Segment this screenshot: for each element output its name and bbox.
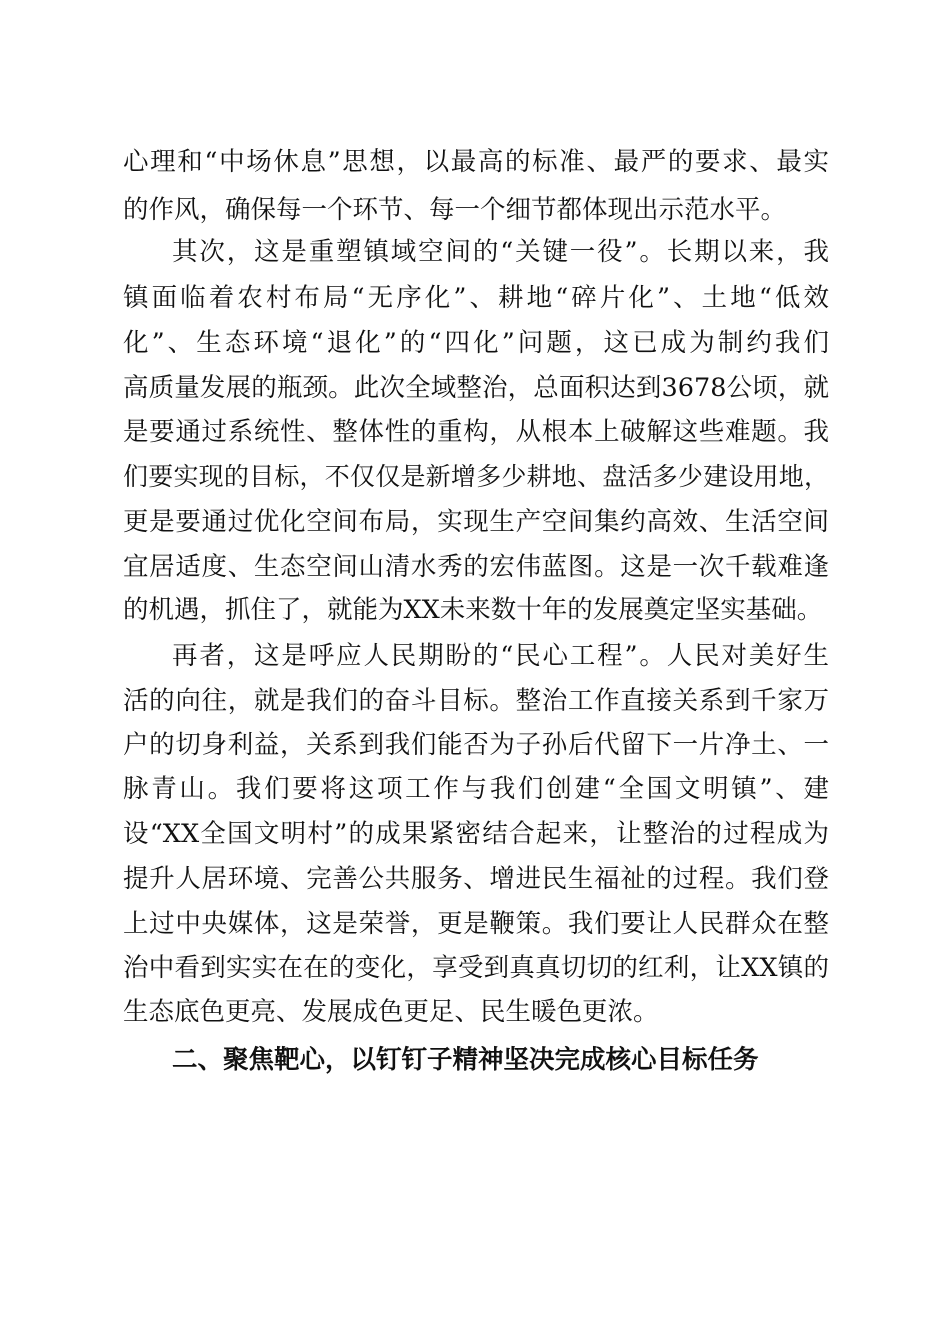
paragraph-line: 户的切身利益，关系到我们能否为子孙后代留下一片净土、一 [123,730,829,760]
paragraph-line: 是要通过系统性、整体性的重构，从根本上破解这些难题。我 [123,417,829,447]
paragraph-line: 其次，这是重塑镇域空间的“关键一役”。长期以来，我 [172,237,829,267]
paragraph-line: 再者，这是呼应人民期盼的“民心工程”。人民对美好生 [172,641,829,671]
paragraph-line: 的作风，确保每一个环节、每一个细节都体现出示范水平。 [123,195,787,225]
paragraph-line: 高质量发展的瓶颈。此次全域整治，总面积达到3678公顷，就 [123,373,829,403]
paragraph-line: 心理和“中场休息”思想，以最高的标准、最严的要求、最实 [123,147,829,177]
paragraph-line: 上过中央媒体，这是荣誉，更是鞭策。我们要让人民群众在整 [123,909,829,939]
paragraph-line: 宜居适度、生态空间山清水秀的宏伟蓝图。这是一次千载难逢 [123,552,829,582]
paragraph-line: 镇面临着农村布局“无序化”、耕地“碎片化”、土地“低效 [123,283,829,313]
paragraph-line: 活的向往，就是我们的奋斗目标。整治工作直接关系到千家万 [123,686,829,716]
paragraph-line: 们要实现的目标，不仅仅是新增多少耕地、盘活多少建设用地， [123,462,829,491]
section-heading: 二、聚焦靶心，以钉钉子精神坚决完成核心目标任务 [172,1045,759,1075]
paragraph-line: 治中看到实实在在的变化，享受到真真切切的红利，让XX镇的 [123,953,829,983]
paragraph-line: 生态底色更亮、发展成色更足、民生暖色更浓。 [123,997,659,1027]
paragraph-line: 化”、生态环境“退化”的“四化”问题，这已成为制约我们 [123,328,829,358]
paragraph-line: 的机遇，抓住了，就能为XX未来数十年的发展奠定坚实基础。 [123,595,823,625]
paragraph-line: 更是要通过优化空间布局，实现生产空间集约高效、生活空间 [123,507,829,537]
paragraph-line: 提升人居环境、完善公共服务、增进民生福祉的过程。我们登 [123,864,829,894]
paragraph-line: 设“XX全国文明村”的成果紧密结合起来，让整治的过程成为 [123,819,829,849]
paragraph-line: 脉青山。我们要将这项工作与我们创建“全国文明镇”、建 [123,774,829,804]
